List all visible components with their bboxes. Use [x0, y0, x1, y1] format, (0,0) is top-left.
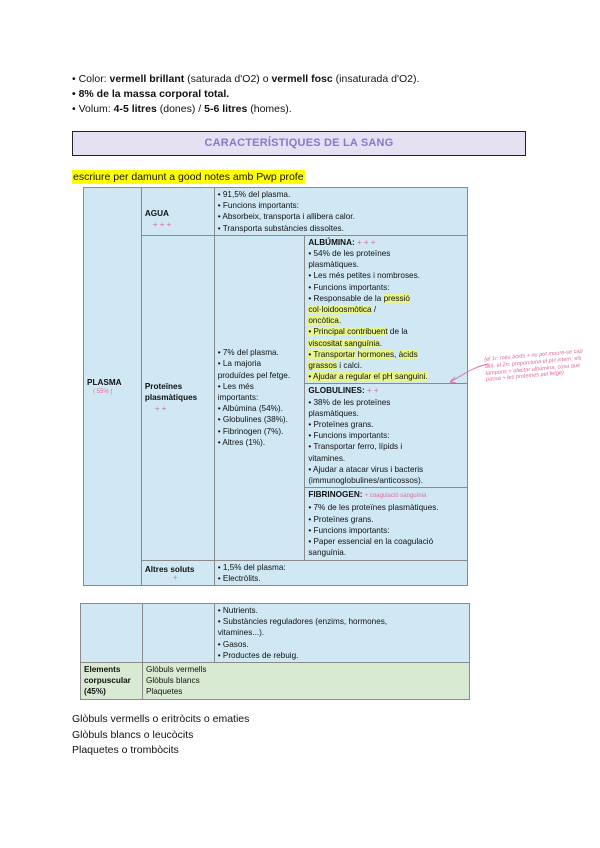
- list-item: Glòbuls blancs: [145, 676, 200, 686]
- list-item: vitamines.: [308, 453, 346, 463]
- text: .: [379, 338, 383, 348]
- proteines-mark: + +: [154, 404, 167, 414]
- outro-text: [72, 712, 249, 759]
- table-row: [84, 560, 468, 585]
- list-item: Plaquetes: [145, 687, 183, 697]
- outro-line: Glòbuls blancs o leucòcits: [72, 728, 194, 741]
- highlight: • Principal contribuent: [308, 327, 388, 337]
- list-item: importants:: [217, 393, 259, 403]
- list-item: plasmàtiques.: [308, 408, 359, 418]
- agua-description: [214, 188, 467, 236]
- list-item: sanguínia.: [308, 548, 347, 558]
- highlight: col·loidoosmòtica: [308, 305, 372, 315]
- continuation-description: [214, 604, 469, 663]
- plasma-label: PLASMA: [87, 378, 122, 388]
- altres-soluts-mark: +: [172, 573, 178, 583]
- plasma-note: ( 55% ): [93, 388, 113, 395]
- text-bold: 4-5 litres: [113, 103, 157, 115]
- highlight: • Ajudar a regular el pH sanguini.: [308, 372, 428, 382]
- intro-bullets: [72, 72, 419, 117]
- list-item: (immunoglobulines/anticossos).: [308, 476, 424, 486]
- proteines-cell: [141, 235, 214, 560]
- outro-line: Plaquetes o trombòcits: [72, 744, 179, 756]
- list-item: • Funcions importants:: [308, 431, 390, 441]
- highlight: grassos: [308, 361, 337, 371]
- empty-cell: [142, 604, 214, 663]
- text-bold: vermell brillant: [109, 73, 185, 85]
- empty-cell: [81, 604, 143, 663]
- list-item: • Transporta substàncies dissoltes.: [217, 223, 344, 233]
- globulines-title: GLOBULINES:: [308, 386, 365, 396]
- list-item: • Transportar ferro, lípids i: [308, 442, 403, 452]
- proteines-label: plasmàtiques: [144, 393, 198, 403]
- altres-soluts-cell: [141, 560, 214, 585]
- list-item: • Funcions importants:: [308, 282, 390, 292]
- fibrinogen-title: FIBRINOGEN:: [308, 490, 363, 500]
- text: de la: [387, 327, 408, 337]
- highlight: hormones: [357, 349, 395, 359]
- list-item: • Nutrients.: [217, 606, 258, 615]
- intro-mass-line: [72, 87, 419, 102]
- list-item: plasmàtiques.: [308, 260, 359, 270]
- list-item: • Substàncies reguladores (enzims, hormones,: [217, 617, 388, 627]
- text-bold: • 8% de la massa corporal total.: [72, 88, 230, 100]
- highlight: Transportar: [313, 349, 356, 359]
- list-item: • Electròlits.: [217, 573, 261, 583]
- highlight: àcids: [398, 349, 418, 359]
- list-item: produïdes pel fetge.: [217, 370, 291, 380]
- proteines-description: [214, 235, 305, 560]
- highlight: •: [308, 349, 314, 359]
- proteines-label: Proteïnes: [144, 381, 183, 391]
- list-item: Glòbuls vermells: [145, 665, 207, 675]
- intro-volume-line: [72, 102, 419, 117]
- globulines-mark: + +: [367, 386, 379, 396]
- fibrinogen-cell: [305, 488, 468, 560]
- text: .: [338, 316, 342, 326]
- list-item: • Proteïnes grans.: [308, 514, 374, 524]
- list-item: • Absorbeix, transporta i allibera calor.: [217, 212, 355, 222]
- elements-corpuscular-cell: [81, 663, 143, 700]
- list-item: • 7% del plasma.: [217, 348, 279, 358]
- list-item: • La majoria: [217, 359, 262, 369]
- continuation-table: [80, 603, 470, 700]
- text-bold: 5-6 litres: [204, 103, 248, 115]
- text-bold: vermell fosc: [271, 73, 333, 85]
- albumina-mark: + + +: [357, 237, 376, 247]
- plasma-table: [83, 187, 468, 586]
- table-row: [81, 663, 470, 700]
- list-item: • Funcions importants:: [217, 201, 299, 211]
- text: i calci.: [337, 361, 363, 371]
- outro-line: Glòbuls vermells o eritròcits o ematies: [72, 713, 250, 725]
- list-item: • Gasos.: [217, 639, 249, 649]
- intro-color-line: [72, 72, 419, 87]
- text: (insaturada d'O2).: [332, 73, 420, 85]
- highlight: oncòtica: [308, 316, 339, 326]
- handwritten-note: escriure per damunt a good notes amb Pwp profe: [73, 171, 304, 183]
- table-row: [81, 604, 470, 663]
- list-item: • 38% de les proteïnes: [308, 397, 391, 407]
- list-item: • Altres (1%).: [217, 437, 266, 447]
- text: (homes).: [247, 103, 292, 115]
- text: • Color:: [72, 73, 110, 85]
- elements-label: Elements: [84, 665, 121, 675]
- handwritten-annotation: (el 1r: més àcids + no pot moure-se cap allà. el 2n: proporciona el pH intern: els tampons + afectar albúmina, cosa que passa + les proteïnes pel fetge): [484, 348, 583, 384]
- plasma-cell: [84, 188, 142, 586]
- table-row: [84, 188, 468, 236]
- text: (saturada d'O2) o: [184, 73, 272, 85]
- agua-label: AGUA: [144, 209, 169, 218]
- list-item: vitamines...).: [217, 628, 265, 638]
- fibrinogen-mark: + coagulació sanguínia: [364, 493, 427, 500]
- highlight: viscositat sanguínia: [308, 338, 380, 348]
- section-title: CARACTERÍSTIQUES DE LA SANG: [72, 131, 526, 156]
- elements-label: corpuscular: [84, 676, 131, 686]
- text: • Volum:: [72, 103, 114, 115]
- list-item: • Globulines (38%).: [217, 415, 288, 425]
- text: (dones) /: [156, 103, 205, 115]
- list-item: • Proteïnes grans.: [308, 420, 374, 430]
- text: • Responsable de la: [308, 293, 384, 303]
- elements-items: [142, 663, 469, 700]
- list-item: • 1,5% del plasma:: [217, 562, 286, 572]
- list-item: • Fibrinogen (7%).: [217, 426, 284, 436]
- text: /: [371, 305, 377, 315]
- list-item: • Albúmina (54%).: [217, 404, 283, 414]
- highlight: pressió: [383, 293, 410, 303]
- list-item: • Funcions importants:: [308, 525, 390, 535]
- altres-soluts-description: [214, 560, 467, 585]
- text: ,: [394, 349, 399, 359]
- table-row: [84, 235, 468, 384]
- list-item: • 54% de les proteïnes: [308, 249, 391, 259]
- albumina-title: ALBÚMINA:: [308, 237, 355, 247]
- list-item: • Productes de rebuig.: [217, 650, 299, 660]
- list-item: • Ajudar a atacar virus i bacteris: [308, 464, 424, 474]
- list-item: • 7% de les proteïnes plasmàtiques.: [308, 503, 439, 513]
- altres-soluts-label: Altres soluts: [144, 565, 195, 575]
- list-item: • 91,5% del plasma.: [217, 190, 291, 199]
- globulines-cell: [305, 384, 468, 488]
- agua-cell: [141, 188, 214, 236]
- elements-label: (45%): [84, 687, 106, 697]
- annotation-arrow-icon: [440, 360, 490, 390]
- list-item: • Les més petites i nombroses.: [308, 271, 420, 281]
- list-item: • Les més: [217, 381, 254, 391]
- list-item: • Paper essencial en la coagulació: [308, 537, 434, 547]
- agua-mark: + + +: [152, 220, 172, 230]
